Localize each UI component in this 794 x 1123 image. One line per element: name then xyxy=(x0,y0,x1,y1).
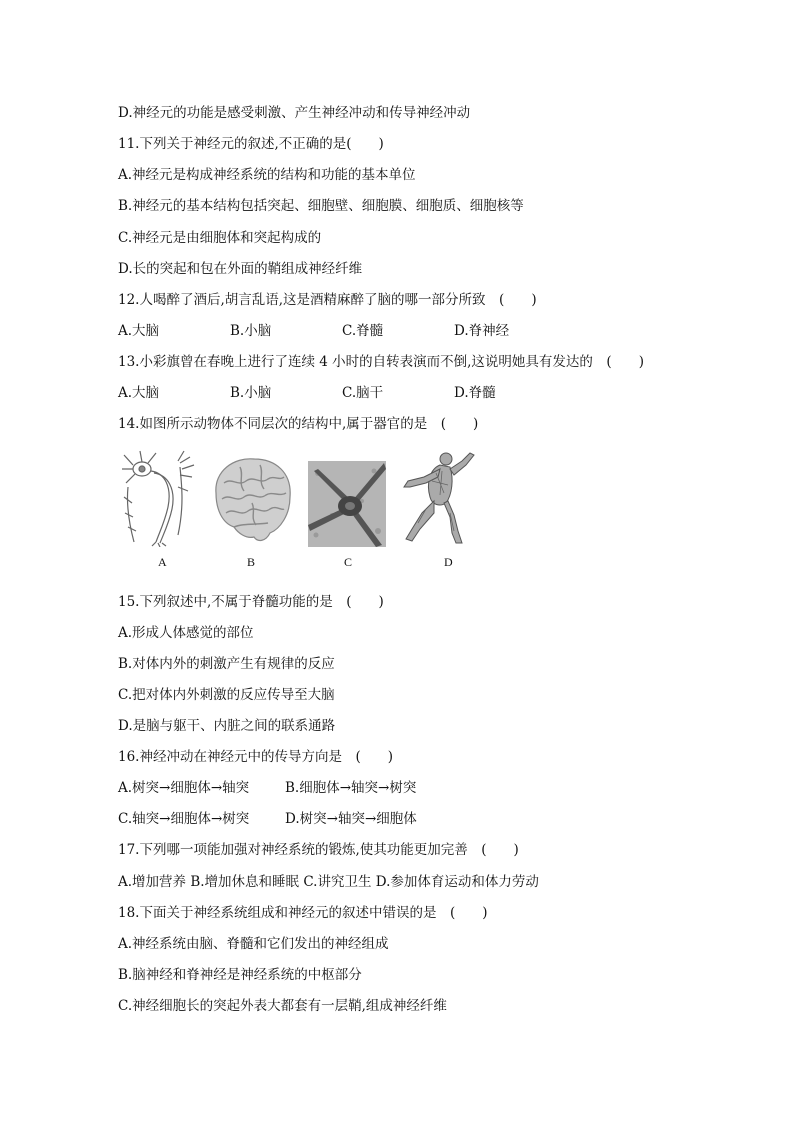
q14-figure xyxy=(120,447,480,575)
figure-caption-b: B xyxy=(247,555,256,569)
q17-stem: 17.下列哪一项能加强对神经系统的锻炼,使其功能更加完善 ( ) xyxy=(118,842,519,858)
q13-option-d: D.脊髓 xyxy=(454,385,496,401)
q13-option-a: A.大脑 xyxy=(118,385,160,401)
q11-stem: 11.下列关于神经元的叙述,不正确的是( ) xyxy=(118,136,384,152)
figure-caption-c: C xyxy=(344,555,353,569)
q13-option-b: B.小脑 xyxy=(230,385,272,401)
q11-option-b: B.神经元的基本结构包括突起、细胞壁、细胞膜、细胞质、细胞核等 xyxy=(118,198,524,214)
q11-option-c: C.神经元是由细胞体和突起构成的 xyxy=(118,230,322,246)
q15-stem: 15.下列叙述中,不属于脊髓功能的是 ( ) xyxy=(118,594,384,610)
q12-option-d: D.脊神经 xyxy=(454,323,510,339)
figure-caption-a: A xyxy=(158,555,167,569)
q13-option-c: C.脑干 xyxy=(342,385,384,401)
q16-option-b: B.细胞体→轴突→树突 xyxy=(285,780,417,796)
q18-option-c: C.神经细胞长的突起外表大都套有一层鞘,组成神经纤维 xyxy=(118,998,447,1014)
q16-stem: 16.神经冲动在神经元中的传导方向是 ( ) xyxy=(118,749,394,765)
q16-option-a: A.树突→细胞体→轴突 xyxy=(118,780,250,796)
human-muscle-figure-icon xyxy=(396,447,480,547)
q18-option-a: A.神经系统由脑、脊髓和它们发出的神经组成 xyxy=(118,936,389,952)
q12-option-b: B.小脑 xyxy=(230,323,272,339)
q18-option-b: B.脑神经和脊神经是神经系统的中枢部分 xyxy=(118,967,362,983)
q15-option-c: C.把对体内外刺激的反应传导至大脑 xyxy=(118,687,335,703)
q14-stem: 14.如图所示动物体不同层次的结构中,属于器官的是 ( ) xyxy=(118,416,479,432)
q11-option-a: A.神经元是构成神经系统的结构和功能的基本单位 xyxy=(118,167,416,183)
nerve-cell-micrograph-icon xyxy=(308,461,386,547)
q17-options: A.增加营养 B.增加休息和睡眠 C.讲究卫生 D.参加体育运动和体力劳动 xyxy=(118,874,539,890)
q12-option-a: A.大脑 xyxy=(118,323,160,339)
q16-option-c: C.轴突→细胞体→树突 xyxy=(118,811,250,827)
q15-option-a: A.形成人体感觉的部位 xyxy=(118,625,254,641)
q13-stem: 13.小彩旗曾在春晚上进行了连续 4 小时的自转表演而不倒,这说明她具有发达的 ( ) xyxy=(118,354,644,370)
q12-option-c: C.脊髓 xyxy=(342,323,384,339)
neuron-diagram-icon xyxy=(120,447,202,547)
q10-option-d: D.神经元的功能是感受刺激、产生神经冲动和传导神经冲动 xyxy=(118,105,471,121)
q18-stem: 18.下面关于神经系统组成和神经元的叙述中错误的是 ( ) xyxy=(118,905,488,921)
figure-caption-d: D xyxy=(444,555,453,569)
q12-stem: 12.人喝醉了酒后,胡言乱语,这是酒精麻醉了脑的哪一部分所致 ( ) xyxy=(118,292,537,308)
q15-option-d: D.是脑与躯干、内脏之间的联系通路 xyxy=(118,718,336,734)
brain-icon xyxy=(210,453,296,545)
q15-option-b: B.对体内外的刺激产生有规律的反应 xyxy=(118,656,335,672)
q16-option-d: D.树突→轴突→细胞体 xyxy=(285,811,417,827)
q11-option-d: D.长的突起和包在外面的鞘组成神经纤维 xyxy=(118,261,363,277)
